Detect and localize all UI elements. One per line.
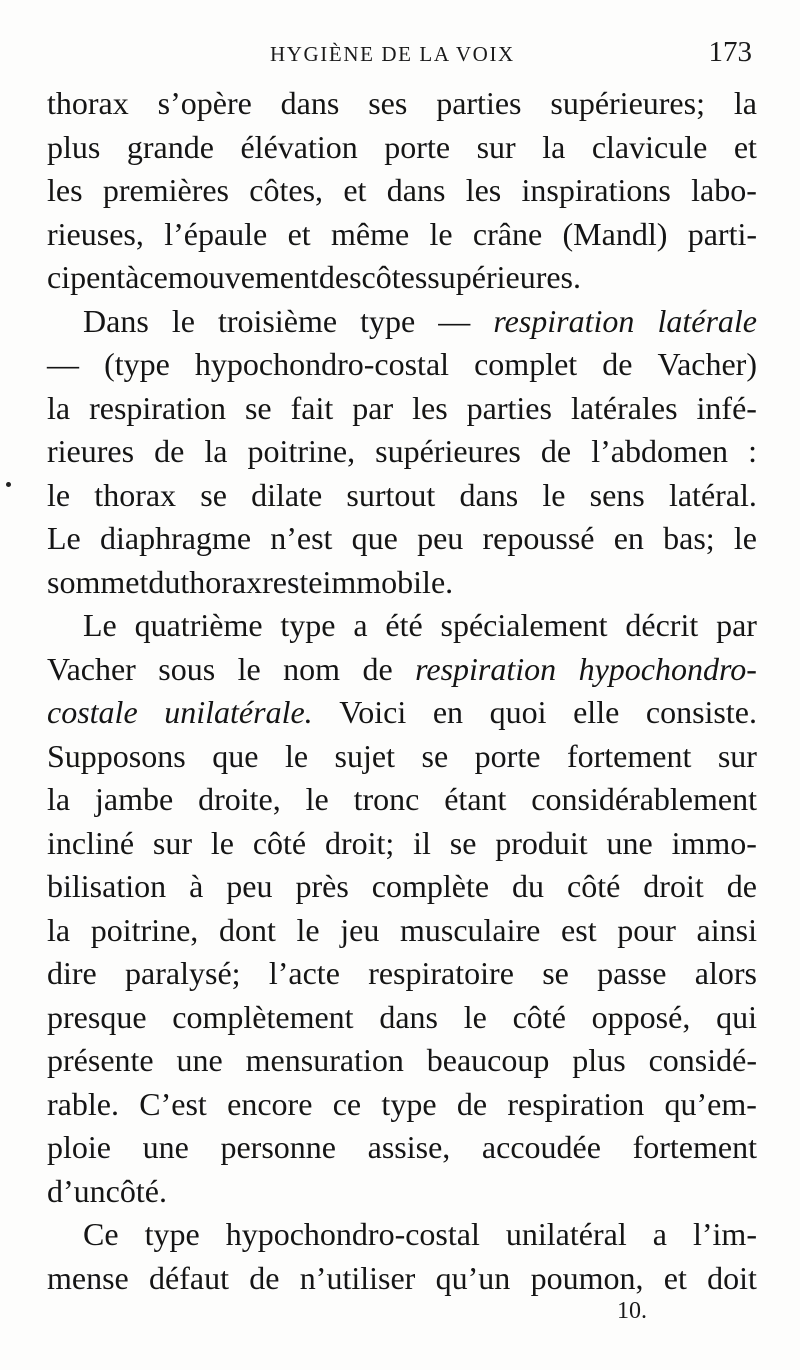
- text-line: [47, 387, 757, 431]
- word: et: [733, 128, 757, 165]
- word: (type: [104, 346, 170, 382]
- word: sujet: [334, 737, 395, 774]
- word: droit: [643, 868, 704, 904]
- word: thorax: [94, 476, 177, 513]
- word: se: [200, 476, 227, 513]
- word: :: [748, 433, 757, 469]
- word: fait: [290, 389, 334, 426]
- word: tronc: [353, 781, 420, 817]
- word: côté: [512, 998, 566, 1035]
- text-line: [47, 604, 757, 648]
- word: des: [318, 259, 362, 295]
- word: s’opère: [157, 85, 252, 121]
- word: immobile.: [322, 563, 454, 600]
- word: encore: [227, 1085, 313, 1122]
- word: dilate: [251, 476, 323, 513]
- word: une: [142, 1129, 189, 1165]
- word: a: [652, 1216, 667, 1252]
- running-head-title: HYGIÈNE DE LA VOIX: [270, 42, 515, 66]
- word: qui: [716, 998, 757, 1035]
- word: près: [295, 868, 349, 904]
- text-line: [47, 952, 757, 996]
- text-line: [47, 1257, 757, 1301]
- word: la: [47, 389, 71, 426]
- word: qu’em-: [664, 1085, 757, 1122]
- text-line: [47, 735, 757, 779]
- word: dans: [280, 85, 340, 121]
- word: accoudée: [481, 1129, 601, 1165]
- word: a: [353, 607, 368, 643]
- word: la: [204, 433, 228, 469]
- word: par: [716, 607, 757, 643]
- word: repoussé: [482, 520, 595, 556]
- text-line: [47, 213, 757, 257]
- word: ploie: [47, 1129, 111, 1165]
- word: complètement: [172, 998, 354, 1035]
- word: par: [352, 389, 394, 426]
- word: une: [606, 824, 653, 861]
- text-line: [47, 300, 757, 344]
- word: complète: [371, 868, 490, 904]
- word: côté: [567, 868, 621, 904]
- word: la: [47, 911, 71, 948]
- word: une: [176, 1042, 223, 1078]
- word: côtes: [361, 259, 428, 295]
- word: se: [449, 824, 477, 861]
- word: assise,: [367, 1129, 451, 1165]
- word: et: [343, 172, 367, 208]
- word: considérablement: [531, 781, 757, 817]
- word: décrit: [625, 607, 699, 643]
- word: les: [412, 389, 448, 426]
- text-line: [47, 865, 757, 909]
- word: rable.: [47, 1085, 119, 1122]
- word: paralysé;: [125, 955, 241, 991]
- word: les: [465, 172, 502, 208]
- word: rieuses,: [47, 215, 144, 252]
- word: est: [561, 911, 597, 948]
- word: la: [542, 128, 566, 165]
- word: beaucoup: [426, 1042, 550, 1078]
- word: supérieures: [375, 433, 521, 469]
- word: même: [330, 215, 410, 252]
- word: ainsi: [696, 911, 757, 948]
- text-line: [47, 691, 757, 735]
- word: unilatéral: [505, 1216, 627, 1252]
- word: thorax: [180, 563, 263, 600]
- word: reste: [262, 563, 323, 600]
- word: hypochondro-: [578, 650, 757, 687]
- word: le: [296, 911, 320, 948]
- text-line: [47, 126, 757, 170]
- word: infé-: [696, 389, 757, 426]
- word: élévation: [240, 128, 358, 165]
- word: les: [47, 172, 83, 208]
- word: pour: [617, 911, 676, 948]
- word: crâne: [472, 215, 543, 252]
- word: sens: [589, 476, 645, 513]
- word: droit;: [324, 824, 395, 861]
- word: en: [432, 694, 464, 730]
- word: Vacher): [657, 346, 757, 382]
- word: jeu: [340, 911, 380, 948]
- word: présente: [47, 1042, 154, 1078]
- word: de: [540, 433, 572, 469]
- word: Supposons: [47, 737, 186, 774]
- word: type: [381, 1085, 437, 1122]
- word: à: [189, 868, 204, 904]
- word: cipent: [47, 259, 126, 295]
- word: Ce: [83, 1216, 119, 1252]
- word: l’acte: [268, 955, 340, 991]
- word: presque: [47, 998, 147, 1035]
- word: incliné: [47, 824, 135, 861]
- word: produit: [495, 824, 588, 861]
- word: Vacher: [47, 650, 136, 687]
- text-line: [47, 822, 757, 866]
- word: droite,: [198, 781, 281, 817]
- text-line: [47, 1213, 757, 1257]
- word: —: [47, 346, 79, 382]
- word: le: [284, 737, 309, 774]
- word: inspirations: [521, 172, 671, 208]
- word: costale: [47, 694, 138, 730]
- text-line: [47, 1083, 757, 1127]
- word: d’un: [47, 1172, 106, 1209]
- word: plus: [572, 1042, 626, 1078]
- word: supérieures.: [427, 259, 581, 295]
- word: du: [512, 868, 545, 904]
- text-line: [47, 82, 757, 126]
- word: —: [438, 302, 471, 339]
- word: type: [144, 1216, 200, 1252]
- word: sur: [717, 737, 757, 774]
- page-number: 173: [708, 36, 752, 68]
- word: ses: [368, 85, 408, 121]
- word: à: [125, 259, 140, 295]
- text-line: [47, 909, 757, 953]
- word: latérale: [657, 302, 757, 339]
- text-line: [47, 996, 757, 1040]
- word: du: [148, 563, 181, 600]
- word: fortement: [566, 737, 692, 774]
- word: plus: [47, 128, 101, 165]
- text-line: [47, 1170, 757, 1214]
- word: thorax: [47, 85, 129, 121]
- word: sur: [152, 824, 193, 861]
- word: n’utiliser: [299, 1259, 416, 1296]
- word: peu: [417, 520, 464, 556]
- body-text: [47, 82, 757, 1300]
- word: considé-: [648, 1042, 757, 1078]
- word: que: [212, 737, 259, 774]
- word: labo-: [691, 172, 757, 208]
- word: le: [210, 824, 234, 861]
- word: le: [237, 650, 261, 687]
- word: nom: [283, 650, 341, 687]
- word: elle: [573, 694, 620, 730]
- word: mense: [47, 1259, 129, 1296]
- word: parti-: [687, 215, 757, 252]
- word: de: [154, 433, 185, 469]
- word: côtes,: [249, 172, 324, 208]
- word: alors: [694, 955, 757, 991]
- word: dans: [459, 476, 519, 513]
- word: défaut: [149, 1259, 229, 1296]
- word: se: [542, 955, 569, 991]
- word: en: [613, 520, 644, 556]
- word: personne: [220, 1129, 336, 1165]
- word: parties: [466, 389, 552, 426]
- margin-speck: [6, 482, 11, 487]
- word: ce: [332, 1085, 362, 1122]
- word: doit: [707, 1259, 757, 1296]
- word: respiration: [507, 1085, 645, 1122]
- word: respiratoire: [368, 955, 514, 991]
- word: passe: [597, 955, 667, 991]
- word: musculaire: [399, 911, 541, 948]
- word: été: [385, 607, 423, 643]
- word: l’épaule: [164, 215, 268, 252]
- word: bas;: [663, 520, 715, 556]
- word: immo-: [671, 824, 757, 861]
- word: qu’un: [435, 1259, 511, 1296]
- word: la: [733, 85, 757, 121]
- text-line: [47, 648, 757, 692]
- word: et: [287, 215, 311, 252]
- word: opposé,: [591, 998, 691, 1035]
- word: type: [360, 302, 416, 339]
- word: respiration: [89, 389, 226, 426]
- word: grande: [126, 128, 214, 165]
- text-line: [47, 256, 757, 300]
- text-line: [47, 561, 757, 605]
- word: sous: [158, 650, 216, 687]
- word: le: [733, 520, 757, 556]
- word: dont: [218, 911, 276, 948]
- word: se: [421, 737, 449, 774]
- text-line: [47, 343, 757, 387]
- word: mouvement: [167, 259, 319, 295]
- word: étant: [444, 781, 507, 817]
- word: quatrième: [134, 607, 263, 643]
- word: le: [463, 998, 487, 1035]
- text-line: [47, 517, 757, 561]
- word: l’abdomen: [591, 433, 729, 469]
- word: porte: [474, 737, 541, 774]
- word: n’est: [270, 520, 333, 556]
- word: il: [413, 824, 431, 861]
- word: sommet: [47, 563, 149, 600]
- word: complet: [474, 346, 578, 382]
- text-line: [47, 430, 757, 474]
- word: clavicule: [591, 128, 708, 165]
- word: le: [542, 476, 566, 513]
- word: troisième: [217, 302, 338, 339]
- word: latéral.: [668, 476, 757, 513]
- signature-mark: 10.: [617, 1298, 647, 1324]
- word: C’est: [139, 1085, 207, 1122]
- word: hypochondro-costal: [225, 1216, 480, 1252]
- word: surtout: [346, 476, 436, 513]
- word: dans: [386, 172, 446, 208]
- word: et: [663, 1259, 687, 1296]
- word: Dans: [83, 302, 149, 339]
- word: de: [456, 1085, 488, 1122]
- word: respiration: [415, 650, 557, 687]
- word: ce: [139, 259, 168, 295]
- word: poitrine,: [247, 433, 356, 469]
- word: de: [726, 868, 757, 904]
- word: côté.: [105, 1172, 167, 1209]
- word: le: [429, 215, 453, 252]
- word: le: [171, 302, 195, 339]
- word: porte: [384, 128, 451, 165]
- text-line: [47, 474, 757, 518]
- word: quoi: [489, 694, 547, 730]
- word: fortement: [632, 1129, 757, 1165]
- word: Le: [47, 520, 81, 556]
- word: peu: [226, 868, 273, 904]
- text-line: [47, 169, 757, 213]
- word: hypochondro-costal: [194, 346, 450, 382]
- word: supérieures;: [550, 85, 705, 121]
- word: l’im-: [692, 1216, 757, 1252]
- word: poumon,: [530, 1259, 644, 1296]
- word: latérales: [570, 389, 678, 426]
- word: Le: [83, 607, 117, 643]
- text-line: [47, 1039, 757, 1083]
- word: Voici: [339, 694, 407, 730]
- word: spécialement: [440, 607, 608, 643]
- word: dire: [47, 955, 97, 991]
- text-line: [47, 778, 757, 822]
- word: respiration: [493, 302, 635, 339]
- word: le: [305, 781, 329, 817]
- word: de: [249, 1259, 280, 1296]
- word: diaphragme: [99, 520, 252, 556]
- word: jambe: [94, 781, 174, 817]
- word: mensuration: [245, 1042, 404, 1078]
- word: côté: [252, 824, 307, 861]
- word: bilisation: [47, 868, 167, 904]
- text-line: [47, 1126, 757, 1170]
- word: de: [602, 346, 633, 382]
- word: le: [47, 476, 71, 513]
- word: que: [351, 520, 398, 556]
- word: la: [47, 781, 71, 817]
- word: (Mandl): [562, 215, 668, 252]
- word: unilatérale.: [164, 694, 313, 730]
- word: consiste.: [645, 694, 757, 730]
- word: se: [244, 389, 272, 426]
- word: dans: [379, 998, 438, 1035]
- word: de: [362, 650, 393, 687]
- word: parties: [436, 85, 522, 121]
- word: premières: [102, 172, 229, 208]
- word: sur: [476, 128, 516, 165]
- word: rieures: [47, 433, 135, 469]
- word: poitrine,: [90, 911, 199, 948]
- word: type: [280, 607, 336, 643]
